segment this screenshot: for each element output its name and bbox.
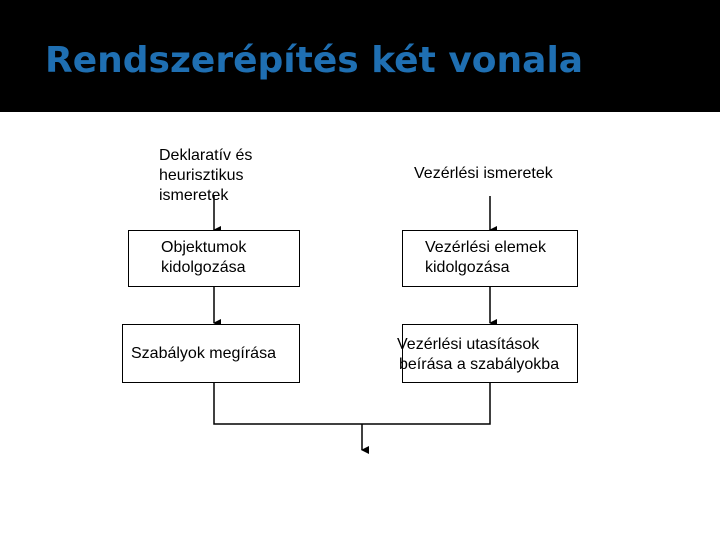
box-control-elements-line-1: Vezérlési elemek	[425, 239, 546, 256]
left-heading-line-1: Deklaratív és	[159, 147, 253, 164]
box-control-elements-text	[425, 238, 546, 278]
left-heading	[159, 146, 252, 206]
left-heading-line-3: ismeretek	[159, 187, 229, 204]
box-control-elements-line-2: kidolgozása	[425, 259, 510, 276]
box-rules-text	[131, 344, 276, 364]
merge-connector	[214, 383, 490, 424]
slide-title: Rendszerépítés két vonala	[45, 40, 584, 81]
box-control-elements	[402, 230, 578, 287]
box-control-instructions	[397, 324, 578, 383]
left-heading-line-2: heurisztikus	[159, 167, 244, 184]
box-rules-line-1: Szabályok megírása	[131, 345, 276, 362]
right-heading-line-1: Vezérlési ismeretek	[414, 165, 553, 182]
box-control-instructions-line-2: beírása a szabályokba	[399, 356, 560, 373]
box-objects-text	[161, 238, 246, 278]
box-control-instructions-text	[397, 335, 559, 375]
right-heading	[414, 164, 553, 184]
box-objects-line-2: kidolgozása	[161, 259, 246, 276]
box-rules	[122, 324, 300, 383]
box-control-instructions-line-1: Vezérlési utasítások	[397, 336, 540, 353]
box-objects-line-1: Objektumok	[161, 239, 247, 256]
box-objects	[128, 230, 300, 287]
